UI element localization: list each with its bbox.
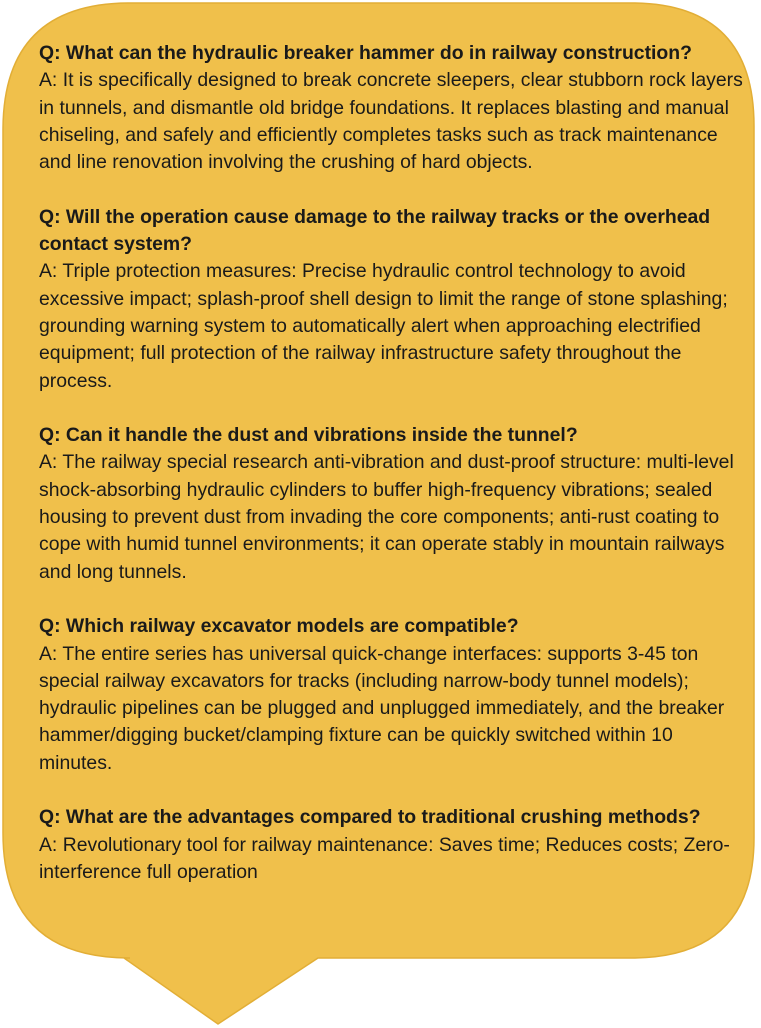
faq-question: Q: Which railway excavator models are compatible? <box>39 615 519 638</box>
faq-item <box>39 613 744 777</box>
faq-answer: A: Triple protection measures: Precise hydraulic control technology to avoid excessive impact; splash-proof shell design to limit the range of stone splashing; grounding warning system to automatically alert when approaching electrified equipment; full protection of the railway infrastructure safety throughout the process. <box>39 260 728 392</box>
faq-item <box>39 422 744 586</box>
faq-question: Q: What are the advantages compared to traditional crushing methods? <box>39 806 701 829</box>
faq-question: Q: Will the operation cause damage to the railway tracks or the overhead contact system? <box>39 205 711 256</box>
faq-answer: A: The railway special research anti-vibration and dust-proof structure: multi-level shock-absorbing hydraulic cylinders to buffer high-frequency vibrations; sealed housing to prevent dust from invading the core components; anti-rust coating to cope with humid tunnel environments; it can operate stably in mountain railways and long tunnels. <box>39 451 734 583</box>
faq-answer: A: Revolutionary tool for railway maintenance: Saves time; Reduces costs; Zero-interference full operation <box>39 833 730 883</box>
faq-answer: A: It is specifically designed to break concrete sleepers, clear stubborn rock layers in tunnels, and dismantle old bridge foundations. It replaces blasting and manual chiseling, and safely and efficiently completes tasks such as track maintenance and line renovation involving the crushing of hard objects. <box>39 69 743 174</box>
faq-content <box>39 40 744 914</box>
faq-question: Q: What can the hydraulic breaker hammer do in railway construction? <box>39 42 692 64</box>
faq-item <box>39 804 744 886</box>
faq-item <box>39 204 744 395</box>
faq-item <box>39 40 744 176</box>
faq-answer: A: The entire series has universal quick-change interfaces: supports 3-45 ton special railway excavators for tracks (including narrow-body tunnel models); hydraulic pipelines can be plugged and unplugged immediately, and the breaker hammer/digging bucket/clamping fixture can be quickly switched within 10 minutes. <box>39 642 725 774</box>
faq-question: Q: Can it handle the dust and vibrations inside the tunnel? <box>39 424 578 447</box>
